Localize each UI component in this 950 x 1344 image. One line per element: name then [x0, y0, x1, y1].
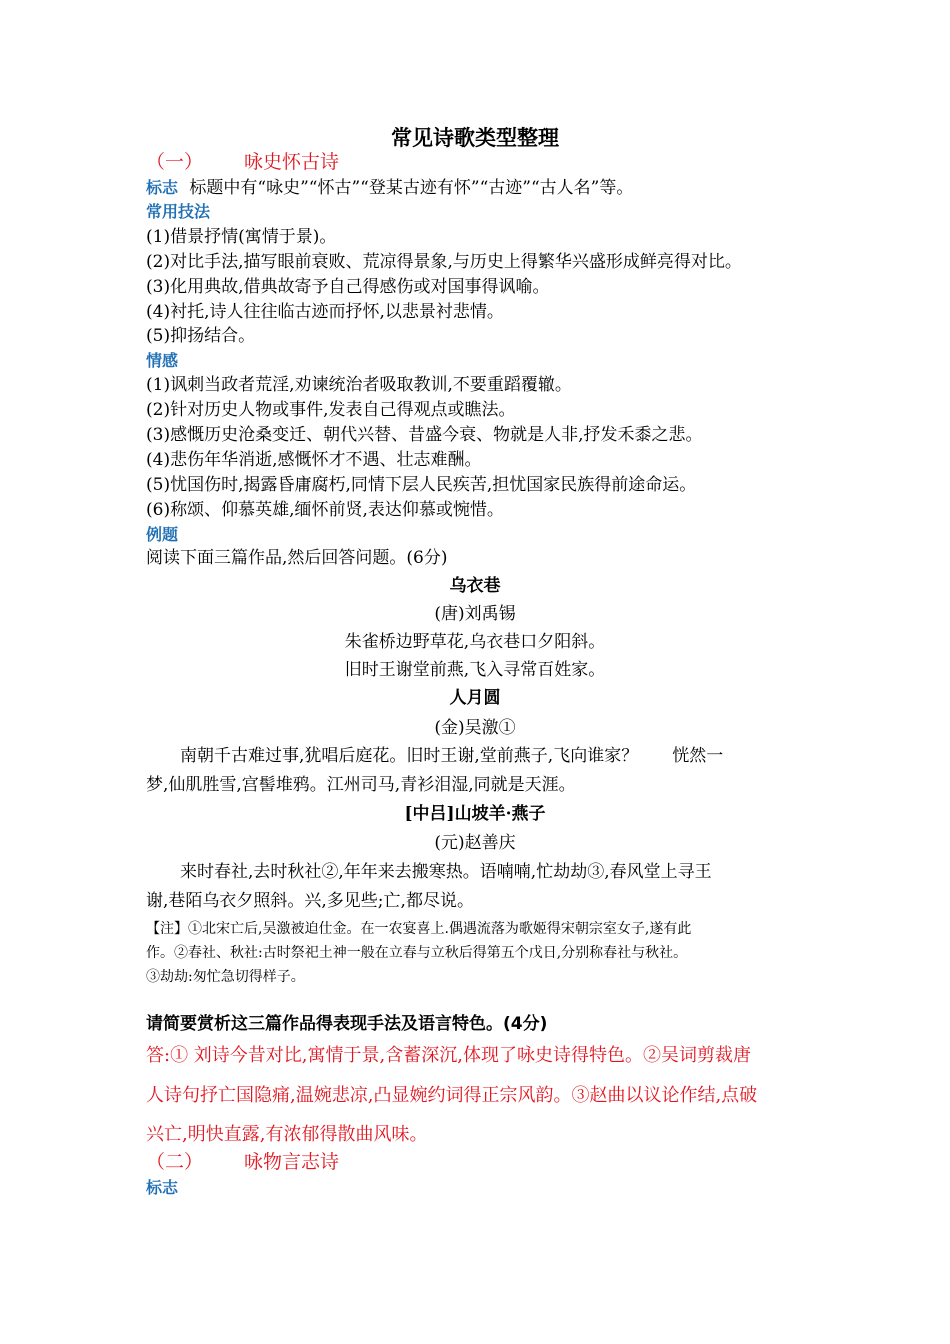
sign-label: 标志: [146, 178, 179, 197]
note-line: ③劫劫:匆忙急切得样子。: [146, 969, 305, 985]
answer-line: 人诗句抒亡国隐痛,温婉悲凉,凸显婉约词得正宗风韵。③赵曲以议论作结,点破: [146, 1085, 758, 1106]
techniques-label: 常用技法: [146, 202, 211, 221]
section-2-heading: [146, 1150, 339, 1174]
note-line: 【注】①北宋亡后,吴激被迫仕金。在一农宴喜上.偶遇流落为歌姬得宋朝宗室女子,遂有此: [146, 921, 692, 937]
section-1-heading: [146, 150, 339, 174]
page-title: 常见诗歌类型整理: [391, 126, 559, 150]
technique-item: (4)衬托,诗人往往临古迹而抒怀,以悲景衬悲情。: [146, 302, 504, 322]
section-2-number: （二）: [146, 1151, 204, 1173]
technique-item: (3)化用典故,借典故寄予自己得感伤或对国事得讽喻。: [146, 277, 550, 297]
section-1-name: 咏史怀古诗: [244, 151, 340, 173]
technique-item: (2)对比手法,描写眼前衰败、荒凉得景象,与历史上得繁华兴盛形成鲜亮得对比。: [146, 252, 742, 272]
poem-2-title: 人月圆: [449, 688, 501, 708]
poem-2-text: 南朝千古难过事,犹唱后庭花。旧时王谢,堂前燕子,飞向谁家？ 恍然一: [180, 746, 724, 766]
question: 请简要赏析这三篇作品得表现手法及语言特色。(4分): [146, 1014, 548, 1034]
poem-3-author: (元)赵善庆: [434, 833, 516, 853]
poem-3-text: 来时春社,去时秋社②,年年来去搬寒热。语喃喃,忙劫劫③,春风堂上寻王: [180, 862, 712, 882]
example-intro: 阅读下面三篇作品,然后回答问题。(6分): [146, 548, 448, 568]
poem-1-line: 旧时王谢堂前燕,飞入寻常百姓家。: [344, 660, 606, 680]
sign-text: 标题中有“咏史”“怀古”“登某古迹有怀”“古迹”“古人名”等。: [189, 178, 634, 198]
emotion-item: (1)讽刺当政者荒淫,劝谏统治者吸取教训,不要重蹈覆辙。: [146, 375, 572, 395]
answer-line: 兴亡,明快直露,有浓郁得散曲风味。: [146, 1124, 428, 1145]
emotion-item: (6)称颂、仰慕英雄,缅怀前贤,表达仰慕或惋惜。: [146, 500, 504, 520]
answer-line: 答:① 刘诗今昔对比,寓情于景,含蓄深沉,体现了咏史诗得特色。②吴词剪裁唐: [146, 1045, 751, 1066]
emotion-item: (5)忧国伤时,揭露昏庸腐朽,同情下层人民疾苦,担忧国家民族得前途命运。: [146, 475, 697, 495]
emotion-item: (2)针对历史人物或事件,发表自己得观点或瞧法。: [146, 400, 516, 420]
note-line: 作。②春社、秋社:古时祭祀土神一般在立春与立秋后得第五个戊日,分别称春社与秋社。: [146, 945, 688, 961]
poem-1-line: 朱雀桥边野草花,乌衣巷口夕阳斜。: [344, 632, 606, 652]
poem-3-title: [中吕]山坡羊·燕子: [404, 804, 546, 824]
emotion-item: (3)感慨历史沧桑变迁、朝代兴替、昔盛今衰、物就是人非,抒发禾黍之悲。: [146, 425, 703, 445]
technique-item: (1)借景抒情(寓情于景)。: [146, 227, 337, 247]
section-2-sign-label: 标志: [146, 1178, 179, 1197]
emotions-label: 情感: [146, 351, 179, 370]
poem-3-text: 谢,巷陌乌衣夕照斜。兴,多见些;亡,都尽说。: [146, 891, 474, 911]
section-2-name: 咏物言志诗: [244, 1151, 340, 1173]
section-1-number: （一）: [146, 151, 204, 173]
poem-2-author: (金)吴激①: [434, 718, 516, 738]
poem-1-author: (唐)刘禹锡: [434, 604, 516, 624]
example-label: 例题: [146, 525, 179, 544]
poem-1-title: 乌衣巷: [449, 576, 501, 596]
technique-item: (5)抑扬结合。: [146, 326, 256, 346]
poem-2-text: 梦,仙肌胜雪,宫髻堆鸦。江州司马,青衫泪湿,同就是天涯。: [146, 775, 576, 795]
section-1-sign: [146, 176, 633, 200]
emotion-item: (4)悲伤年华消逝,感慨怀才不遇、壮志难酬。: [146, 450, 482, 470]
